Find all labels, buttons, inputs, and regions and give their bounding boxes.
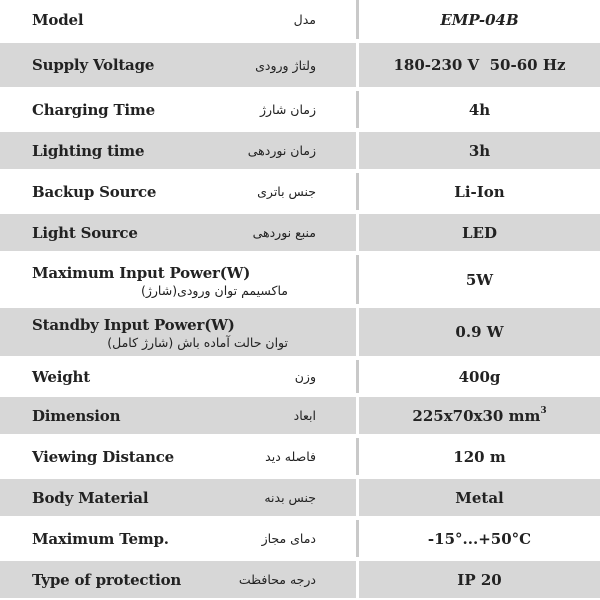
table-row-body-material xyxy=(0,479,600,516)
value-cell xyxy=(359,561,600,598)
label-cell xyxy=(0,214,359,251)
value-cell xyxy=(359,520,600,557)
label-english: Maximum Temp. xyxy=(32,529,169,548)
spec-value: EMP-04B xyxy=(440,10,519,29)
value-cell xyxy=(359,43,600,87)
label-english: Supply Voltage xyxy=(32,56,155,74)
label-cell xyxy=(0,43,359,87)
label-english: Weight xyxy=(32,367,90,386)
label-english: Standby Input Power(W) xyxy=(32,316,235,334)
label-cell xyxy=(0,255,359,304)
label-cell xyxy=(0,397,359,434)
label-cell xyxy=(0,479,359,516)
label-cell xyxy=(0,132,359,169)
table-row-dimension xyxy=(0,397,600,434)
spec-value: Li-Ion xyxy=(454,182,505,201)
label-english: Model xyxy=(32,10,84,29)
label-persian: جنس بدنه xyxy=(264,490,316,505)
value-cell xyxy=(359,438,600,475)
label-english: Charging Time xyxy=(32,100,155,119)
table-row-model xyxy=(0,0,600,39)
label-english: Lighting time xyxy=(32,141,145,160)
table-row-lighting-time xyxy=(0,132,600,169)
spec-value: IP 20 xyxy=(457,570,502,589)
label-persian: دمای مجاز xyxy=(261,531,316,546)
label-english: Backup Source xyxy=(32,182,157,201)
label-cell xyxy=(0,173,359,210)
value-cell xyxy=(359,360,600,393)
label-english: Dimension xyxy=(32,406,121,425)
label-cell xyxy=(0,438,359,475)
label-cell xyxy=(0,0,359,39)
table-row-viewing-distance xyxy=(0,438,600,475)
table-row-maximum-input-power xyxy=(0,255,600,304)
label-english: Light Source xyxy=(32,223,138,242)
label-cell xyxy=(0,520,359,557)
label-english: Viewing Distance xyxy=(32,447,175,466)
label-persian: مدل xyxy=(293,12,316,27)
label-english: Maximum Input Power(W) xyxy=(32,263,251,282)
label-persian: درجه محافظت xyxy=(238,572,316,587)
label-persian: ماکسیمم توان ورودی(شارژ) xyxy=(140,282,288,298)
label-persian: منبع نوردهی xyxy=(252,225,316,240)
table-row-supply-voltage xyxy=(0,43,600,87)
spec-value: 180-230 V 50-60 Hz xyxy=(393,56,566,74)
spec-value: 3h xyxy=(468,141,491,160)
table-row-maximum-temp xyxy=(0,520,600,557)
dimension-value: 225x70x30 mm xyxy=(412,407,541,425)
label-persian: ولتاژ ورودی xyxy=(255,57,316,73)
spec-value: -15°...+50°C xyxy=(427,529,532,548)
table-row-backup-source xyxy=(0,173,600,210)
value-cell xyxy=(359,308,600,356)
spec-value: 400g xyxy=(458,367,501,386)
spec-value: Metal xyxy=(455,488,504,507)
value-cell xyxy=(359,91,600,128)
table-row-charging-time xyxy=(0,91,600,128)
spec-value: 0.9 W xyxy=(455,323,504,341)
dimension-exponent: 3 xyxy=(540,406,547,416)
table-row-weight xyxy=(0,360,600,393)
table-row-standby-input-power xyxy=(0,308,600,356)
value-cell xyxy=(359,479,600,516)
value-cell xyxy=(359,255,600,304)
value-cell xyxy=(359,173,600,210)
spec-value: LED xyxy=(462,223,497,242)
label-persian: ابعاد xyxy=(293,408,316,423)
label-cell xyxy=(0,360,359,393)
spec-value: 5W xyxy=(465,270,494,289)
label-persian: فاصله دید xyxy=(265,449,316,464)
label-cell xyxy=(0,91,359,128)
value-cell xyxy=(359,214,600,251)
value-cell xyxy=(359,132,600,169)
spec-value xyxy=(412,406,546,425)
table-row-type-of-protection xyxy=(0,561,600,598)
spec-value: 120 m xyxy=(453,447,506,466)
label-persian: توان حالت آماده باش (شارژ کامل) xyxy=(107,335,288,350)
label-english: Type of protection xyxy=(32,570,182,589)
label-persian: زمان شارژ xyxy=(259,102,316,117)
label-persian: وزن xyxy=(294,369,316,384)
label-cell xyxy=(0,561,359,598)
label-cell xyxy=(0,308,359,356)
value-cell xyxy=(359,397,600,434)
value-cell xyxy=(359,0,600,39)
label-persian: جنس باتری xyxy=(257,184,316,199)
label-english: Body Material xyxy=(32,488,149,507)
spec-value: 4h xyxy=(468,100,491,119)
table-row-light-source xyxy=(0,214,600,251)
label-persian: زمان نوردهی xyxy=(247,143,316,158)
